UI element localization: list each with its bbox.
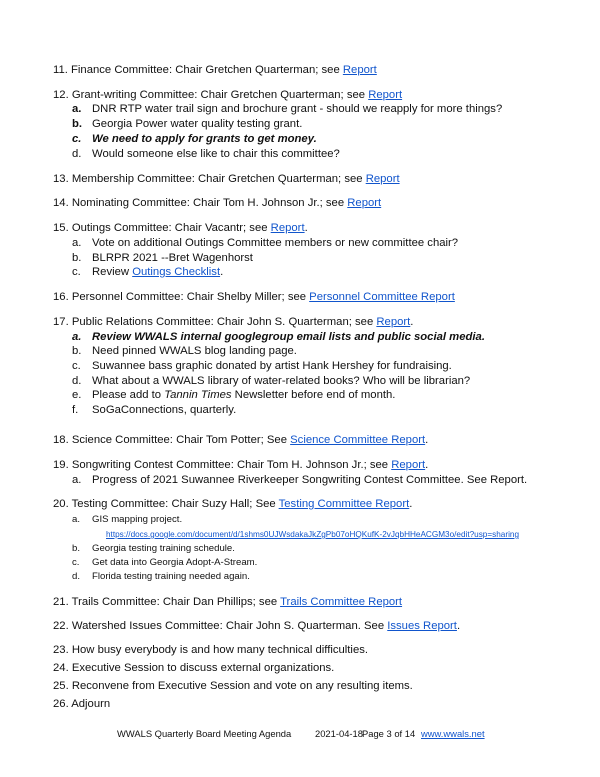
footer-title: WWALS Quarterly Board Meeting Agenda xyxy=(117,728,292,739)
outings-checklist-link[interactable]: Outings Checklist xyxy=(132,266,221,278)
agenda-item-20: 20. Testing Committee: Chair Suzy Hall; See Testing Committee Report. xyxy=(53,498,413,510)
list-item: e. Please add to Tannin Times Newsletter before end of month. xyxy=(72,389,396,401)
list-item: a. GIS mapping project. xyxy=(72,514,183,525)
list-item: a. Vote on additional Outings Committee members or new committee chair? xyxy=(72,237,459,249)
agenda-item-18: 18. Science Committee: Chair Tom Potter; See Science Committee Report. xyxy=(53,434,429,446)
trails-report-link[interactable]: Trails Committee Report xyxy=(280,596,403,608)
list-item: b. Georgia Power water quality testing grant. xyxy=(72,118,303,130)
agenda-item-26: 26. Adjourn xyxy=(53,698,111,710)
list-item: a. Review WWALS internal googlegroup email lists and public social media. xyxy=(72,331,485,343)
agenda-item-23: 23. How busy everybody is and how many technical difficulties. xyxy=(53,644,369,656)
agenda-item-19: 19. Songwriting Contest Committee: Chair Tom H. Johnson Jr.; see Report. xyxy=(53,459,429,471)
list-item: b. BLRPR 2021 --Bret Wagenhorst xyxy=(72,252,253,264)
list-item: d. What about a WWALS library of water-related books? Who will be librarian? xyxy=(72,375,471,387)
list-item: c. Get data into Georgia Adopt-A-Stream. xyxy=(72,557,258,568)
agenda-item-24: 24. Executive Session to discuss external organizations. xyxy=(53,662,335,674)
list-item: a. DNR RTP water trail sign and brochure grant - should we reapply for more things? xyxy=(72,103,503,115)
footer-website-link[interactable]: www.wwals.net xyxy=(421,728,485,739)
agenda-item-22: 22. Watershed Issues Committee: Chair John S. Quarterman. See Issues Report. xyxy=(53,620,461,632)
agenda-item-25: 25. Reconvene from Executive Session and vote on any resulting items. xyxy=(53,680,413,692)
public-relations-report-link[interactable]: Report xyxy=(376,316,411,328)
list-item: a. Progress of 2021 Suwannee Riverkeeper Songwriting Contest Committee. See Report. xyxy=(72,474,528,486)
finance-report-link[interactable]: Report xyxy=(342,64,377,76)
outings-report-link[interactable]: Report xyxy=(270,222,305,234)
science-report-link[interactable]: Science Committee Report xyxy=(290,434,426,446)
agenda-item-14: 14. Nominating Committee: Chair Tom H. Johnson Jr.; see Report xyxy=(53,197,382,209)
personnel-report-link[interactable]: Personnel Committee Report xyxy=(309,291,455,303)
list-item: f. SoGaConnections, quarterly. xyxy=(72,404,237,416)
songwriting-report-link[interactable]: Report xyxy=(391,459,426,471)
membership-report-link[interactable]: Report xyxy=(365,173,400,185)
list-item: b. Need pinned WWALS blog landing page. xyxy=(72,345,297,357)
footer-date: 2021-04-18 xyxy=(315,728,363,739)
agenda-item-11: 11. Finance Committee: Chair Gretchen Quarterman; see Report xyxy=(53,64,377,76)
grant-writing-report-link[interactable]: Report xyxy=(368,89,403,101)
list-item: b. Georgia testing training schedule. xyxy=(72,543,235,554)
issues-report-link[interactable]: Issues Report xyxy=(387,620,457,632)
list-item: d. Florida testing training needed again. xyxy=(72,571,250,582)
agenda-item-16: 16. Personnel Committee: Chair Shelby Miller; see Personnel Committee Report xyxy=(53,291,455,303)
agenda-item-15: 15. Outings Committee: Chair Vacantr; see Report. xyxy=(53,222,308,234)
agenda-item-12: 12. Grant-writing Committee: Chair Gretchen Quarterman; see Report xyxy=(53,89,403,101)
nominating-report-link[interactable]: Report xyxy=(347,197,382,209)
footer-page-number: Page 3 of 14 xyxy=(362,728,416,739)
testing-report-link[interactable]: Testing Committee Report xyxy=(278,498,410,510)
agenda-item-21: 21. Trails Committee: Chair Dan Phillips; see Trails Committee Report xyxy=(53,596,403,608)
gis-document-link[interactable]: https://docs.google.com/document/d/1shms0UJWsdakaJkZgPb07oHQKufK-2vJqbHHeACGM3o/edit?usp=sharing xyxy=(106,530,519,539)
agenda-item-17: 17. Public Relations Committee: Chair John S. Quarterman; see Report. xyxy=(53,316,414,328)
list-item: c. Review Outings Checklist. xyxy=(72,266,224,278)
list-item: c. We need to apply for grants to get money. xyxy=(72,133,317,145)
list-item: c. Suwannee bass graphic donated by artist Hank Hershey for fundraising. xyxy=(72,360,452,372)
list-item: d. Would someone else like to chair this committee? xyxy=(72,148,340,160)
agenda-item-13: 13. Membership Committee: Chair Gretchen Quarterman; see Report xyxy=(53,173,400,185)
